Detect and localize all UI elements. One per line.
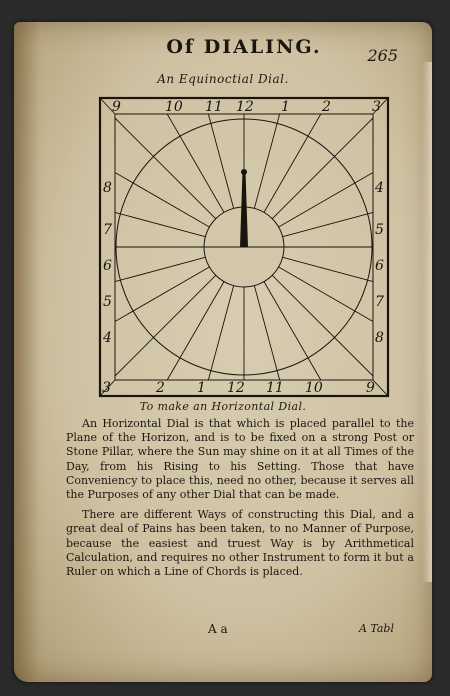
right-number: 6 bbox=[375, 258, 384, 274]
hour-line bbox=[115, 257, 205, 281]
bottom-number: 3 bbox=[102, 380, 111, 396]
hour-line bbox=[279, 267, 373, 321]
hour-line bbox=[115, 212, 205, 236]
page-header bbox=[14, 36, 432, 66]
hour-line bbox=[115, 267, 209, 321]
left-number: 4 bbox=[103, 330, 112, 346]
hour-line bbox=[283, 257, 373, 281]
hour-line bbox=[208, 114, 233, 208]
hour-line bbox=[115, 118, 216, 219]
top-number: 11 bbox=[205, 99, 223, 115]
hour-line bbox=[272, 275, 373, 376]
top-number: 2 bbox=[322, 99, 331, 115]
paragraph-2: There are different Ways of constructing this Dial, and a great deal of Pains has been taken, to no Manner of Purpose, because the easiest and truest Way is by Arithmetical Calculation, and requires no other Instrument to form it but a Ruler on which a Line of Chords is placed. bbox=[66, 508, 414, 579]
bottom-number: 2 bbox=[156, 380, 165, 396]
figure-caption: To make an Horizontal Dial. bbox=[139, 400, 307, 413]
hour-line bbox=[254, 286, 279, 380]
page-edge-highlight bbox=[422, 62, 432, 582]
hour-line bbox=[115, 275, 216, 376]
body-text bbox=[66, 417, 414, 585]
hour-line bbox=[208, 286, 233, 380]
figure-title: An Equinoctial Dial. bbox=[157, 72, 289, 86]
signature-mark: A a bbox=[208, 622, 228, 636]
bottom-number: 12 bbox=[227, 380, 245, 396]
top-number: 3 bbox=[372, 99, 381, 115]
right-number: 7 bbox=[375, 294, 384, 310]
top-number: 9 bbox=[112, 99, 121, 115]
book-page bbox=[14, 22, 432, 682]
hour-line bbox=[115, 173, 209, 227]
running-title: Of DIALING. bbox=[166, 36, 322, 58]
catchword: A Tabl bbox=[358, 622, 394, 635]
top-number: 1 bbox=[281, 99, 290, 115]
hour-line bbox=[272, 118, 373, 219]
left-number: 5 bbox=[103, 294, 112, 310]
page-number: 265 bbox=[367, 46, 398, 65]
right-number: 5 bbox=[375, 222, 384, 238]
left-number: 7 bbox=[103, 222, 112, 238]
left-number: 6 bbox=[103, 258, 112, 274]
top-number: 10 bbox=[165, 99, 183, 115]
right-number: 4 bbox=[375, 180, 384, 196]
top-number: 12 bbox=[236, 99, 254, 115]
bottom-number: 1 bbox=[197, 380, 206, 396]
equinoctial-dial-figure bbox=[94, 92, 394, 402]
hour-line bbox=[254, 114, 279, 208]
right-number: 8 bbox=[375, 330, 384, 346]
hour-line bbox=[283, 212, 373, 236]
bottom-number: 10 bbox=[305, 380, 323, 396]
left-number: 8 bbox=[103, 180, 112, 196]
gnomon-tip bbox=[241, 169, 247, 175]
hour-line bbox=[279, 173, 373, 227]
paragraph-1: An Horizontal Dial is that which is placed parallel to the Plane of the Horizon, and is to be fixed on a strong Post or Stone Pillar, where the Sun may shine on it at all Times of the Day, from his Rising to his Setting. Those that have Conveniency to place this, need no other, because it serves all the Purposes of any other Dial that can be made. bbox=[66, 417, 414, 502]
frame-corner-line bbox=[373, 380, 388, 396]
bottom-number: 11 bbox=[266, 380, 284, 396]
page-edge-shadow bbox=[14, 22, 40, 682]
bottom-number: 9 bbox=[366, 380, 375, 396]
